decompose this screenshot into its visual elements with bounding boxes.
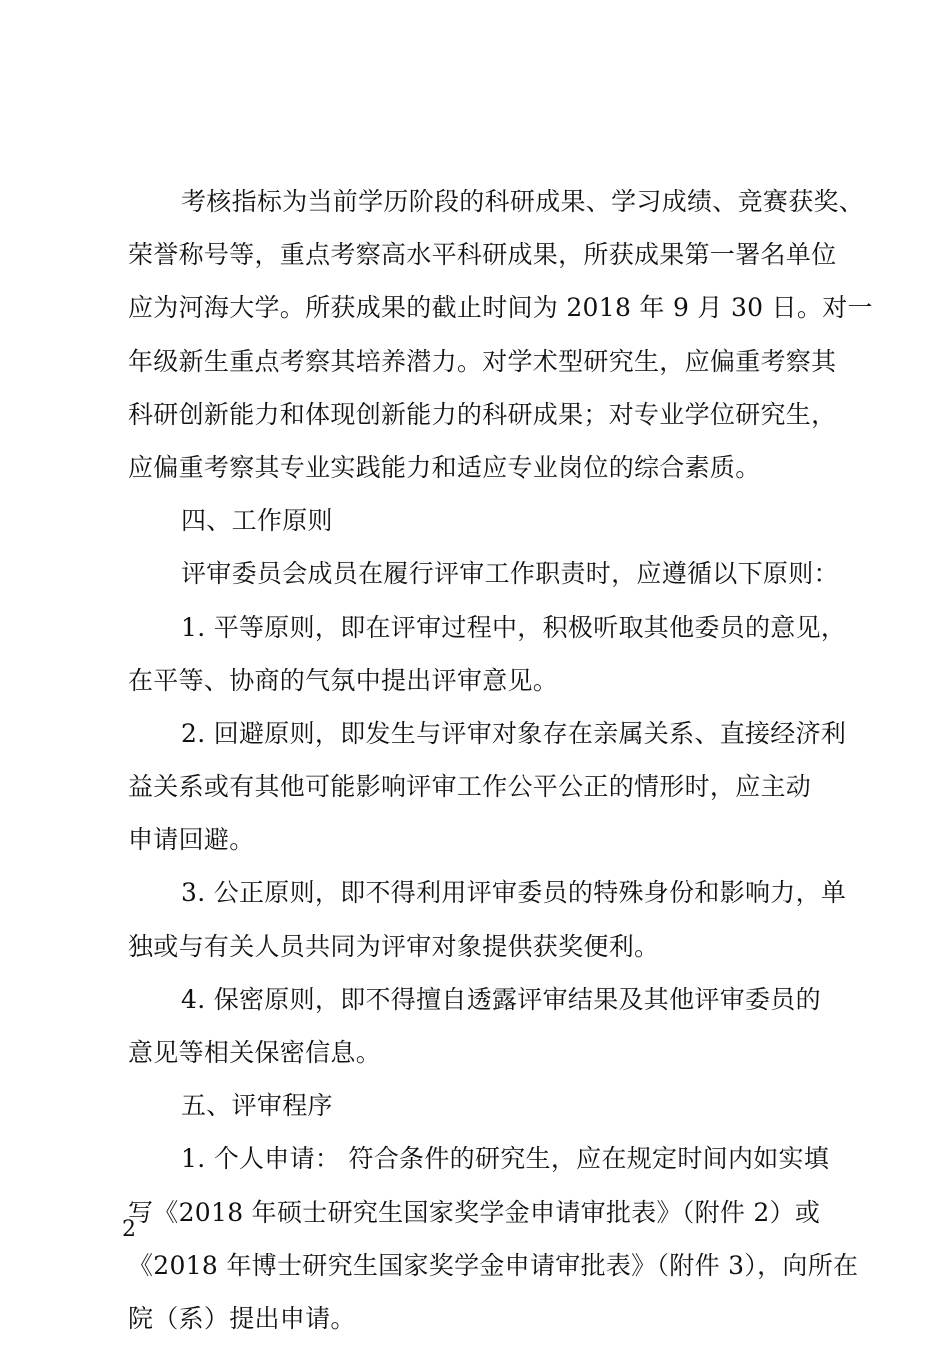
text-line: 《2018 年博士研究生国家奖学金申请审批表》（附件 3），向所在 [128,1250,859,1280]
text-line: 申请回避。 [128,825,255,855]
text-line: 在平等、协商的气氛中提出评审意见。 [128,665,559,695]
text-line: 应偏重考察其专业实践能力和适应专业岗位的综合素质。 [128,452,761,482]
text-line: 写《2018 年硕士研究生国家奖学金申请审批表》（附件 2）或 [128,1197,821,1227]
text-line: 考核指标为当前学历阶段的科研成果、学习成绩、竞赛获奖、 [181,187,865,216]
text-line: 院（系）提出申请。 [128,1303,356,1333]
text-line: 2. 回避原则，即发生与评审对象存在亲属关系、直接经济利 [181,718,847,748]
principle-recusal [128,707,848,867]
procedure-individual-application [128,1132,859,1345]
text-line: 意见等相关保密信息。 [128,1038,382,1067]
text-line: 1. 个人申请： 符合条件的研究生，应在规定时间内如实填 [181,1144,830,1174]
text-line: 荣誉称号等，重点考察高水平科研成果，所获成果第一署名单位 [128,240,837,270]
text-line: 独或与有关人员共同为评审对象提供获奖便利。 [128,931,660,961]
text-line: 科研创新能力和体现创新能力的科研成果；对专业学位研究生， [128,399,837,429]
text-line: 应为河海大学。所获成果的截止时间为 2018 年 9 月 30 日。对一 [128,293,873,323]
paragraph-principles-intro: 评审委员会成员在履行评审工作职责时，应遵循以下原则： [181,559,839,589]
text-line: 益关系或有其他可能影响评审工作公平公正的情形时，应主动 [128,772,812,802]
section-heading-work-principles: 四、工作原则 [181,506,333,536]
principle-equality [128,601,848,707]
principle-fairness [128,866,848,972]
document-body [128,175,873,1345]
section-heading-review-procedure: 五、评审程序 [181,1091,333,1121]
page-number: 2 [122,1217,136,1242]
text-line: 3. 公正原则，即不得利用评审委员的特殊身份和影响力，单 [181,878,847,908]
paragraph-evaluation-criteria [128,175,873,494]
principle-confidentiality [128,973,848,1079]
text-line: 4. 保密原则，即不得擅自透露评审结果及其他评审委员的 [181,984,821,1014]
text-line: 年级新生重点考察其培养潜力。对学术型研究生，应偏重考察其 [128,346,837,376]
text-line: 1. 平等原则，即在评审过程中，积极听取其他委员的意见， [181,612,847,642]
